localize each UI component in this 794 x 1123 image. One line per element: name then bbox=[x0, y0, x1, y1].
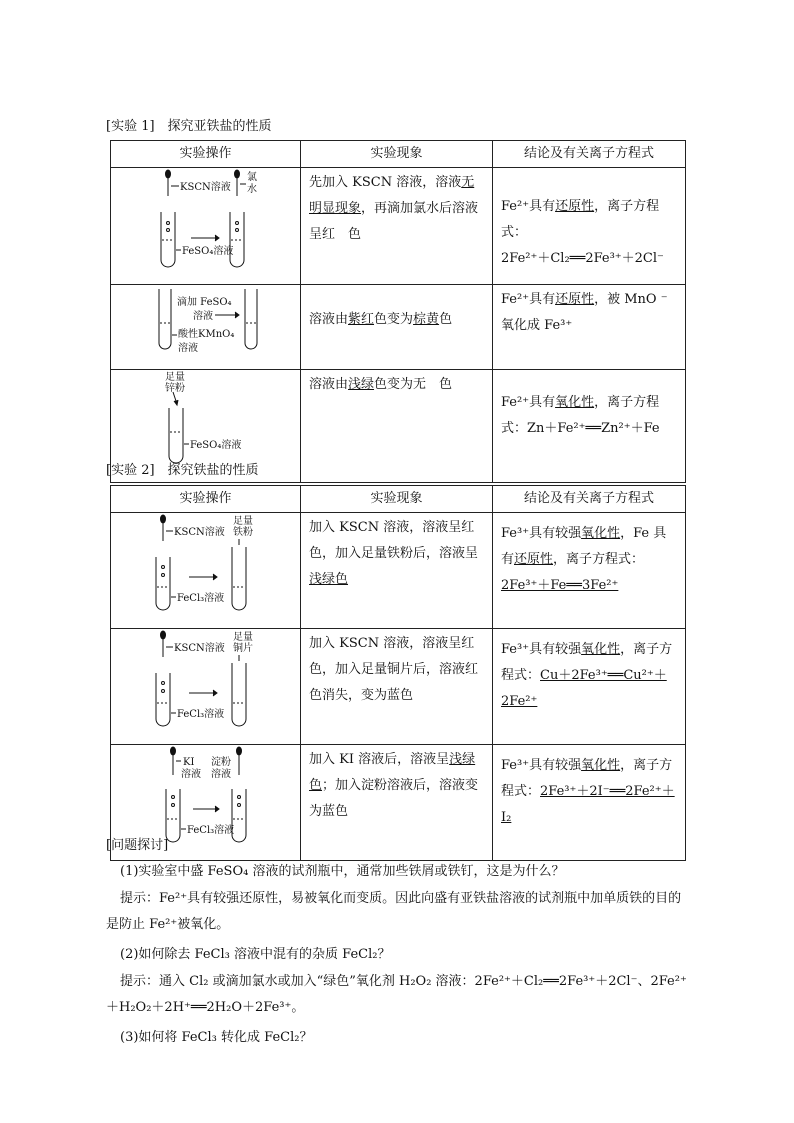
label-chlorine-water-2: 水 bbox=[247, 184, 257, 195]
header-phenomenon: 实验现象 bbox=[301, 486, 493, 513]
conclusion-cell: Fe³⁺具有较强氧化性，Fe 具有还原性，离子方程式：2Fe³⁺＋Fe══3Fe²⁺ bbox=[493, 513, 686, 629]
apparatus-figure-kscn-chlorine bbox=[111, 168, 301, 274]
header-conclusion: 结论及有关离子方程式 bbox=[493, 486, 686, 513]
label-fecl3: FeCl₃溶液 bbox=[177, 593, 225, 604]
phenomenon-cell: 溶液由紫红色变为棕黄色 bbox=[301, 285, 493, 370]
figure-cell bbox=[111, 629, 301, 745]
label-add-feso4-1: 滴加 FeSO₄ bbox=[177, 297, 232, 308]
conclusion-cell: Fe²⁺具有氧化性，离子方程式：Zn＋Fe²⁺══Zn²⁺＋Fe bbox=[493, 370, 686, 483]
label-ki-2: 溶液 bbox=[181, 769, 201, 780]
figure-cell bbox=[111, 168, 301, 285]
phenomenon-cell: 加入 KSCN 溶液，溶液呈红色，加入足量铜片后，溶液红色消失，变为蓝色 bbox=[301, 629, 493, 745]
table-row bbox=[111, 513, 686, 629]
apparatus-figure-copper bbox=[111, 629, 301, 734]
exp2-table bbox=[110, 485, 686, 861]
label-kscn: KSCN溶液 bbox=[174, 527, 225, 538]
apparatus-figure-zinc bbox=[111, 370, 301, 472]
figure-cell bbox=[111, 285, 301, 370]
apparatus-figure-kmno4 bbox=[111, 285, 301, 359]
label-feso4: FeSO₄溶液 bbox=[190, 440, 242, 451]
table-row bbox=[111, 745, 686, 861]
label-feso4: FeSO₄溶液 bbox=[182, 246, 234, 257]
question-1: (1)实验室中盛 FeSO₄ 溶液的试剂瓶中，通常加些铁屑或铁钉，这是为什么？ bbox=[120, 864, 565, 879]
question-3: (3)如何将 FeCl₃ 转化成 FeCl₂？ bbox=[120, 1030, 313, 1045]
label-iron-1: 足量 bbox=[233, 516, 253, 527]
exp1-title: [实验 1] 探究亚铁盐的性质 bbox=[106, 119, 272, 134]
phenomenon-cell: 先加入 KSCN 溶液，溶液无明显现象，再滴加氯水后溶液呈红 色 bbox=[301, 168, 493, 285]
figure-cell bbox=[111, 513, 301, 629]
label-fecl3: FeCl₃溶液 bbox=[177, 709, 225, 720]
label-kscn: KSCN溶液 bbox=[174, 643, 225, 654]
phenomenon-cell: 溶液由浅绿色变为无 色 bbox=[301, 370, 493, 483]
question-2: (2)如何除去 FeCl₃ 溶液中混有的杂质 FeCl₂？ bbox=[120, 947, 391, 962]
header-operation: 实验操作 bbox=[111, 486, 301, 513]
header-conclusion: 结论及有关离子方程式 bbox=[493, 141, 686, 168]
conclusion-cell: Fe³⁺具有较强氧化性，离子方程式：Cu＋2Fe³⁺══Cu²⁺＋2Fe²⁺ bbox=[493, 629, 686, 745]
label-zinc-2: 锌粉 bbox=[165, 383, 185, 394]
conclusion-cell: Fe³⁺具有较强氧化性，离子方程式：2Fe³⁺＋2I⁻══2Fe²⁺＋I₂ bbox=[493, 745, 686, 861]
conclusion-cell: Fe²⁺具有还原性，被 MnO ⁻氧化成 Fe³⁺ bbox=[493, 285, 686, 370]
table-row bbox=[111, 168, 686, 285]
phenomenon-cell: 加入 KI 溶液后，溶液呈浅绿色；加入淀粉溶液后，溶液变为蓝色 bbox=[301, 745, 493, 861]
label-starch-2: 溶液 bbox=[211, 769, 231, 780]
header-phenomenon: 实验现象 bbox=[301, 141, 493, 168]
label-add-feso4-2: 溶液 bbox=[193, 311, 213, 322]
table-row bbox=[111, 629, 686, 745]
exp2-header-row bbox=[111, 486, 686, 513]
label-iron-2: 铁粉 bbox=[233, 527, 253, 538]
answer-1: 提示：Fe²⁺具有较强还原性，易被氧化而变质。因此向盛有亚铁盐溶液的试剂瓶中加单质铁的目的是防止 Fe²⁺被氧化。 bbox=[106, 891, 682, 932]
conclusion-cell: Fe²⁺具有还原性，离子方程式： 2Fe²⁺＋Cl₂══2Fe³⁺＋2Cl⁻ bbox=[493, 168, 686, 285]
exp1-header-row bbox=[111, 141, 686, 168]
label-kmno4-2: 溶液 bbox=[178, 343, 198, 354]
exp2-title: [实验 2] 探究铁盐的性质 bbox=[106, 463, 259, 478]
table-row bbox=[111, 285, 686, 370]
discussion-title: [问题探讨] bbox=[106, 838, 169, 853]
label-copper-1: 足量 bbox=[233, 632, 253, 643]
label-chlorine-water-1: 氯 bbox=[247, 172, 257, 183]
apparatus-figure-iron-powder bbox=[111, 513, 301, 618]
label-kmno4-1: 酸性KMnO₄ bbox=[178, 329, 235, 340]
answer-2: 提示：通入 Cl₂ 或滴加氯水或加入“绿色”氧化剂 H₂O₂ 溶液：2Fe²⁺＋Cl₂══2Fe³⁺＋2Cl⁻、2Fe²⁺＋H₂O₂＋2H⁺══2H₂O＋2Fe³⁺。 bbox=[106, 974, 687, 1015]
label-starch-1: 淀粉 bbox=[211, 757, 231, 768]
label-copper-2: 铜片 bbox=[233, 643, 253, 654]
phenomenon-cell: 加入 KSCN 溶液，溶液呈红色，加入足量铁粉后，溶液呈浅绿色 bbox=[301, 513, 493, 629]
label-zinc-1: 足量 bbox=[165, 372, 185, 383]
header-operation: 实验操作 bbox=[111, 141, 301, 168]
label-fecl3: FeCl₃溶液 bbox=[187, 825, 235, 836]
exp1-table bbox=[110, 140, 686, 483]
label-kscn: KSCN溶液 bbox=[180, 182, 231, 193]
label-ki-1: KI bbox=[183, 757, 195, 768]
